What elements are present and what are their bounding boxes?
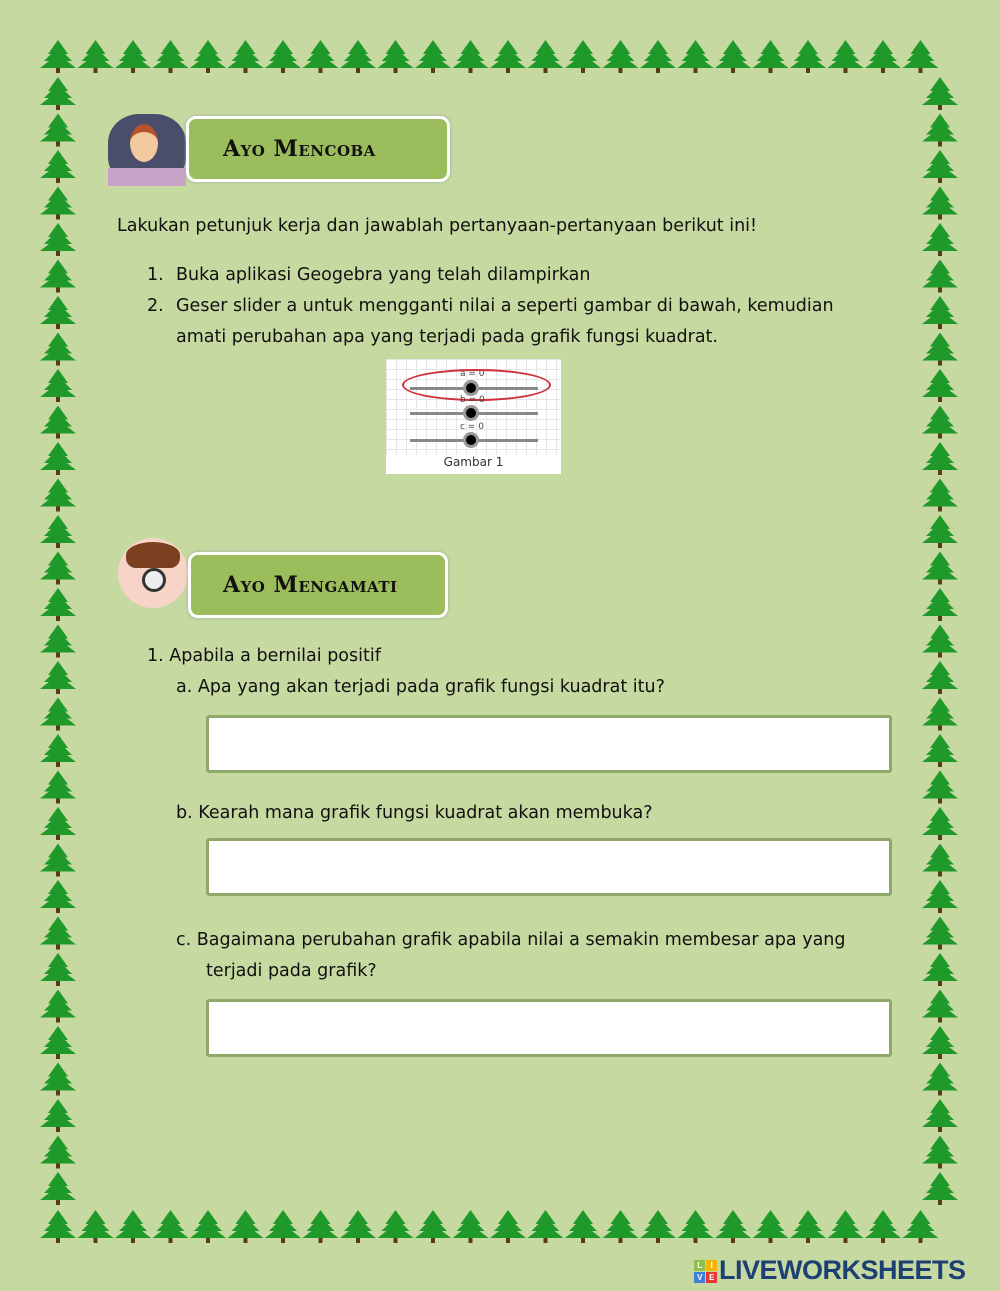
tree-icon xyxy=(40,917,76,950)
tree-icon xyxy=(922,296,958,329)
tree-icon xyxy=(490,40,526,73)
boy-studying-illustration xyxy=(108,114,186,186)
tree-icon xyxy=(265,1210,301,1243)
tree-icon xyxy=(40,296,76,329)
slider-knob xyxy=(466,408,476,418)
tree-icon xyxy=(922,333,958,366)
tree-icon xyxy=(40,844,76,877)
tree-icon xyxy=(40,1026,76,1059)
step-text: Buka aplikasi Geogebra yang telah dilampirkan xyxy=(176,265,591,285)
tree-icon xyxy=(678,1210,714,1243)
section-title: Ayo Mencoba xyxy=(223,136,376,162)
tree-icon xyxy=(40,223,76,256)
tree-icon xyxy=(922,917,958,950)
tree-icon xyxy=(828,40,864,73)
tree-icon xyxy=(340,1210,376,1243)
tree-icon xyxy=(865,40,901,73)
section-title: Ayo Mengamati xyxy=(223,572,398,598)
tree-icon xyxy=(40,588,76,621)
tree-icon xyxy=(922,844,958,877)
question-a: a. Apa yang akan terjadi pada grafik fungsi kuadrat itu? xyxy=(176,677,665,697)
tree-icon xyxy=(922,1026,958,1059)
tree-icon xyxy=(715,40,751,73)
tree-icon xyxy=(922,625,958,658)
tree-icon xyxy=(40,150,76,183)
tree-icon xyxy=(40,990,76,1023)
tree-icon xyxy=(415,40,451,73)
tree-icon xyxy=(565,40,601,73)
tree-icon xyxy=(453,1210,489,1243)
tree-icon xyxy=(922,807,958,840)
slider-label: a = 0 xyxy=(460,369,485,379)
tree-icon xyxy=(922,260,958,293)
tree-icon xyxy=(715,1210,751,1243)
tree-icon xyxy=(40,114,76,147)
tree-icon xyxy=(640,1210,676,1243)
logo-text: LIVEWORKSHEETS xyxy=(719,1255,966,1285)
tree-icon xyxy=(40,369,76,402)
tree-icon xyxy=(40,771,76,804)
tree-icon xyxy=(790,40,826,73)
tree-icon xyxy=(603,40,639,73)
tree-icon xyxy=(40,552,76,585)
tree-icon xyxy=(678,40,714,73)
answer-a-input[interactable] xyxy=(206,715,892,773)
tree-icon xyxy=(490,1210,526,1243)
tree-icon xyxy=(922,771,958,804)
tree-icon xyxy=(40,734,76,767)
tree-icon xyxy=(115,1210,151,1243)
tree-icon xyxy=(922,880,958,913)
tree-icon xyxy=(40,1172,76,1205)
tree-icon xyxy=(40,1136,76,1169)
tree-icon xyxy=(528,40,564,73)
step-number: 1. xyxy=(147,265,164,285)
tree-icon xyxy=(303,1210,339,1243)
tree-icon xyxy=(190,40,226,73)
tree-icon xyxy=(528,1210,564,1243)
tree-icon xyxy=(40,953,76,986)
tree-icon xyxy=(40,260,76,293)
tree-icon xyxy=(922,1099,958,1132)
tree-icon xyxy=(378,1210,414,1243)
tree-icon xyxy=(903,40,939,73)
slider-knob xyxy=(466,435,476,445)
tree-icon xyxy=(922,953,958,986)
tree-icon xyxy=(40,515,76,548)
tree-icon xyxy=(228,40,264,73)
tree-icon xyxy=(922,150,958,183)
tree-icon xyxy=(153,1210,189,1243)
tree-icon xyxy=(922,1063,958,1096)
tree-icon xyxy=(922,479,958,512)
tree-icon xyxy=(922,406,958,439)
question-c: c. Bagaimana perubahan grafik apabila nilai a semakin membesar apa yang xyxy=(176,930,846,950)
tree-icon xyxy=(40,1063,76,1096)
tree-icon xyxy=(40,442,76,475)
answer-b-input[interactable] xyxy=(206,838,892,896)
tree-icon xyxy=(40,40,76,73)
tree-icon xyxy=(40,661,76,694)
tree-icon xyxy=(922,77,958,110)
tree-icon xyxy=(265,40,301,73)
tree-icon xyxy=(865,1210,901,1243)
tree-icon xyxy=(40,77,76,110)
tree-icon xyxy=(40,698,76,731)
ayo-mencoba-banner xyxy=(186,116,450,182)
intro-text: Lakukan petunjuk kerja dan jawablah pertanyaan-pertanyaan berikut ini! xyxy=(117,216,758,236)
tree-icon xyxy=(922,223,958,256)
slider-label: c = 0 xyxy=(460,422,484,432)
tree-icon xyxy=(922,114,958,147)
tree-icon xyxy=(753,40,789,73)
tree-icon xyxy=(790,1210,826,1243)
tree-icon xyxy=(922,661,958,694)
step-number: 2. xyxy=(147,296,164,316)
girl-magnifier-illustration xyxy=(118,538,188,608)
tree-icon xyxy=(922,552,958,585)
tree-icon xyxy=(40,625,76,658)
question-c: terjadi pada grafik? xyxy=(206,961,377,981)
question-heading: 1. Apabila a bernilai positif xyxy=(147,646,381,666)
question-b: b. Kearah mana grafik fungsi kuadrat akan membuka? xyxy=(176,803,653,823)
tree-icon xyxy=(40,807,76,840)
tree-icon xyxy=(828,1210,864,1243)
tree-icon xyxy=(415,1210,451,1243)
tree-icon xyxy=(40,479,76,512)
tree-icon xyxy=(603,1210,639,1243)
tree-icon xyxy=(40,333,76,366)
tree-icon xyxy=(640,40,676,73)
tree-icon xyxy=(40,1099,76,1132)
tree-icon xyxy=(922,369,958,402)
tree-icon xyxy=(922,1172,958,1205)
tree-icon xyxy=(190,1210,226,1243)
tree-icon xyxy=(153,40,189,73)
slider-label: b = 0 xyxy=(460,395,485,405)
tree-icon xyxy=(378,40,414,73)
tree-icon xyxy=(922,1136,958,1169)
tree-icon xyxy=(40,406,76,439)
figure-caption: Gambar 1 xyxy=(386,455,561,474)
tree-icon xyxy=(922,187,958,220)
tree-icon xyxy=(453,40,489,73)
tree-icon xyxy=(115,40,151,73)
step-text: Geser slider a untuk mengganti nilai a seperti gambar di bawah, kemudian xyxy=(176,296,834,316)
tree-icon xyxy=(922,588,958,621)
tree-icon xyxy=(303,40,339,73)
tree-icon xyxy=(753,1210,789,1243)
tree-icon xyxy=(40,187,76,220)
tree-icon xyxy=(228,1210,264,1243)
tree-icon xyxy=(78,1210,114,1243)
tree-icon xyxy=(922,734,958,767)
tree-icon xyxy=(40,880,76,913)
tree-icon xyxy=(922,515,958,548)
tree-icon xyxy=(903,1210,939,1243)
tree-icon xyxy=(922,698,958,731)
liveworksheets-logo[interactable] xyxy=(694,1254,966,1286)
tree-icon xyxy=(565,1210,601,1243)
answer-c-input[interactable] xyxy=(206,999,892,1057)
tree-icon xyxy=(78,40,114,73)
step-text: amati perubahan apa yang terjadi pada grafik fungsi kuadrat. xyxy=(176,327,718,347)
tree-icon xyxy=(922,990,958,1023)
live-badge-icon: L I V E xyxy=(694,1260,717,1283)
tree-icon xyxy=(340,40,376,73)
tree-icon xyxy=(922,442,958,475)
tree-icon xyxy=(40,1210,76,1243)
ayo-mengamati-banner xyxy=(188,552,448,618)
geogebra-slider-figure xyxy=(386,359,561,474)
